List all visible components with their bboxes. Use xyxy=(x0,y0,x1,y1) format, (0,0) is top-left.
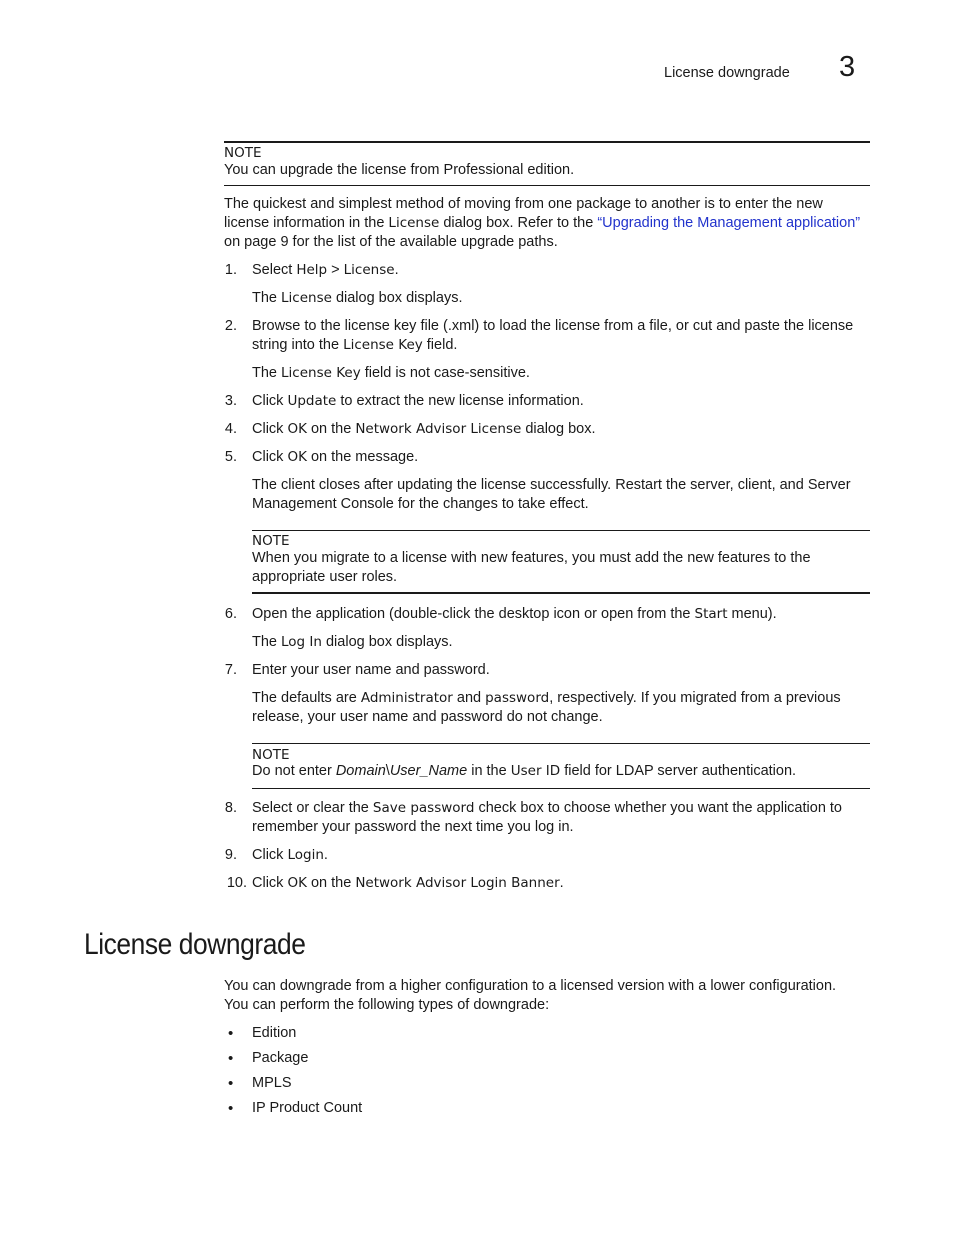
step-5: Click OK on the message. xyxy=(252,449,419,465)
step-7: Enter your user name and password. xyxy=(252,662,490,678)
step-2: Browse to the license key file (.xml) to load the license from a file, or cut and paste the license string into the License Key field. xyxy=(252,318,854,353)
note-bottom-rule xyxy=(252,788,870,789)
list-item: Edition xyxy=(252,1025,297,1041)
bullet-icon: • xyxy=(228,1100,234,1117)
cross-reference-link[interactable]: “Upgrading the Management application” xyxy=(597,215,861,231)
note-top-rule xyxy=(252,743,870,744)
step-number: 7. xyxy=(224,662,237,678)
step-number: 8. xyxy=(224,800,237,816)
step-number: 10. xyxy=(226,875,247,891)
bullet-icon: • xyxy=(228,1025,234,1042)
section-heading: License downgrade xyxy=(84,928,306,961)
step-number: 9. xyxy=(224,847,237,863)
step-6-result: The Log In dialog box displays. xyxy=(252,634,453,650)
note-text: When you migrate to a license with new features, you must add the new features to the appropriate user roles. xyxy=(252,550,811,585)
step-3: Click Update to extract the new license information. xyxy=(252,393,584,409)
step-1-result: The License dialog box displays. xyxy=(252,290,463,306)
ui-term: License xyxy=(388,215,440,231)
step-number: 6. xyxy=(224,606,237,622)
intro-paragraph: The quickest and simplest method of moving from one package to another is to enter the new license information in the License dialog box. Refer to the “Upgrading the Management application” on page 9 for the list of the available upgrade paths. xyxy=(224,196,861,250)
note-text: Do not enter Domain\User_Name in the User ID field for LDAP server authentication. xyxy=(252,763,797,779)
downgrade-intro: You can downgrade from a higher configuration to a licensed version with a lower configuration. You can perform the following types of downgrade: xyxy=(224,978,837,1013)
bullet-icon: • xyxy=(228,1075,234,1092)
list-item: Package xyxy=(252,1050,309,1066)
note-bottom-rule xyxy=(252,592,870,594)
list-item: MPLS xyxy=(252,1075,292,1091)
bullet-icon: • xyxy=(228,1050,234,1067)
step-number: 2. xyxy=(224,318,237,334)
note-bottom-rule xyxy=(224,185,870,186)
note-label: NOTE xyxy=(252,747,290,763)
step-number: 5. xyxy=(224,449,237,465)
note-text: You can upgrade the license from Professional edition. xyxy=(224,162,575,178)
step-8: Select or clear the Save password check box to choose whether you want the application to remember your password the next time you log in. xyxy=(252,800,842,835)
note-label: NOTE xyxy=(224,145,262,161)
step-7-result: The defaults are Administrator and password, respectively. If you migrated from a previous release, your user name and password do not change. xyxy=(252,690,841,725)
step-9: Click Login. xyxy=(252,847,328,863)
step-6: Open the application (double-click the desktop icon or open from the Start menu). xyxy=(252,606,777,622)
step-number: 1. xyxy=(224,262,237,278)
note-top-rule xyxy=(224,141,870,143)
running-header-section: License downgrade xyxy=(664,65,790,81)
step-number: 3. xyxy=(224,393,237,409)
step-4: Click OK on the Network Advisor License dialog box. xyxy=(252,421,596,437)
chapter-number: 3 xyxy=(839,51,856,83)
step-1: Select Help > License. xyxy=(252,262,399,278)
note-top-rule xyxy=(252,530,870,531)
step-5-result: The client closes after updating the license successfully. Restart the server, client, and Server Management Console for the changes to take effect. xyxy=(252,477,851,512)
step-number: 4. xyxy=(224,421,237,437)
step-2-result: The License Key field is not case-sensitive. xyxy=(252,365,530,381)
step-10: Click OK on the Network Advisor Login Banner. xyxy=(252,875,564,891)
note-label: NOTE xyxy=(252,533,290,549)
list-item: IP Product Count xyxy=(252,1100,363,1116)
